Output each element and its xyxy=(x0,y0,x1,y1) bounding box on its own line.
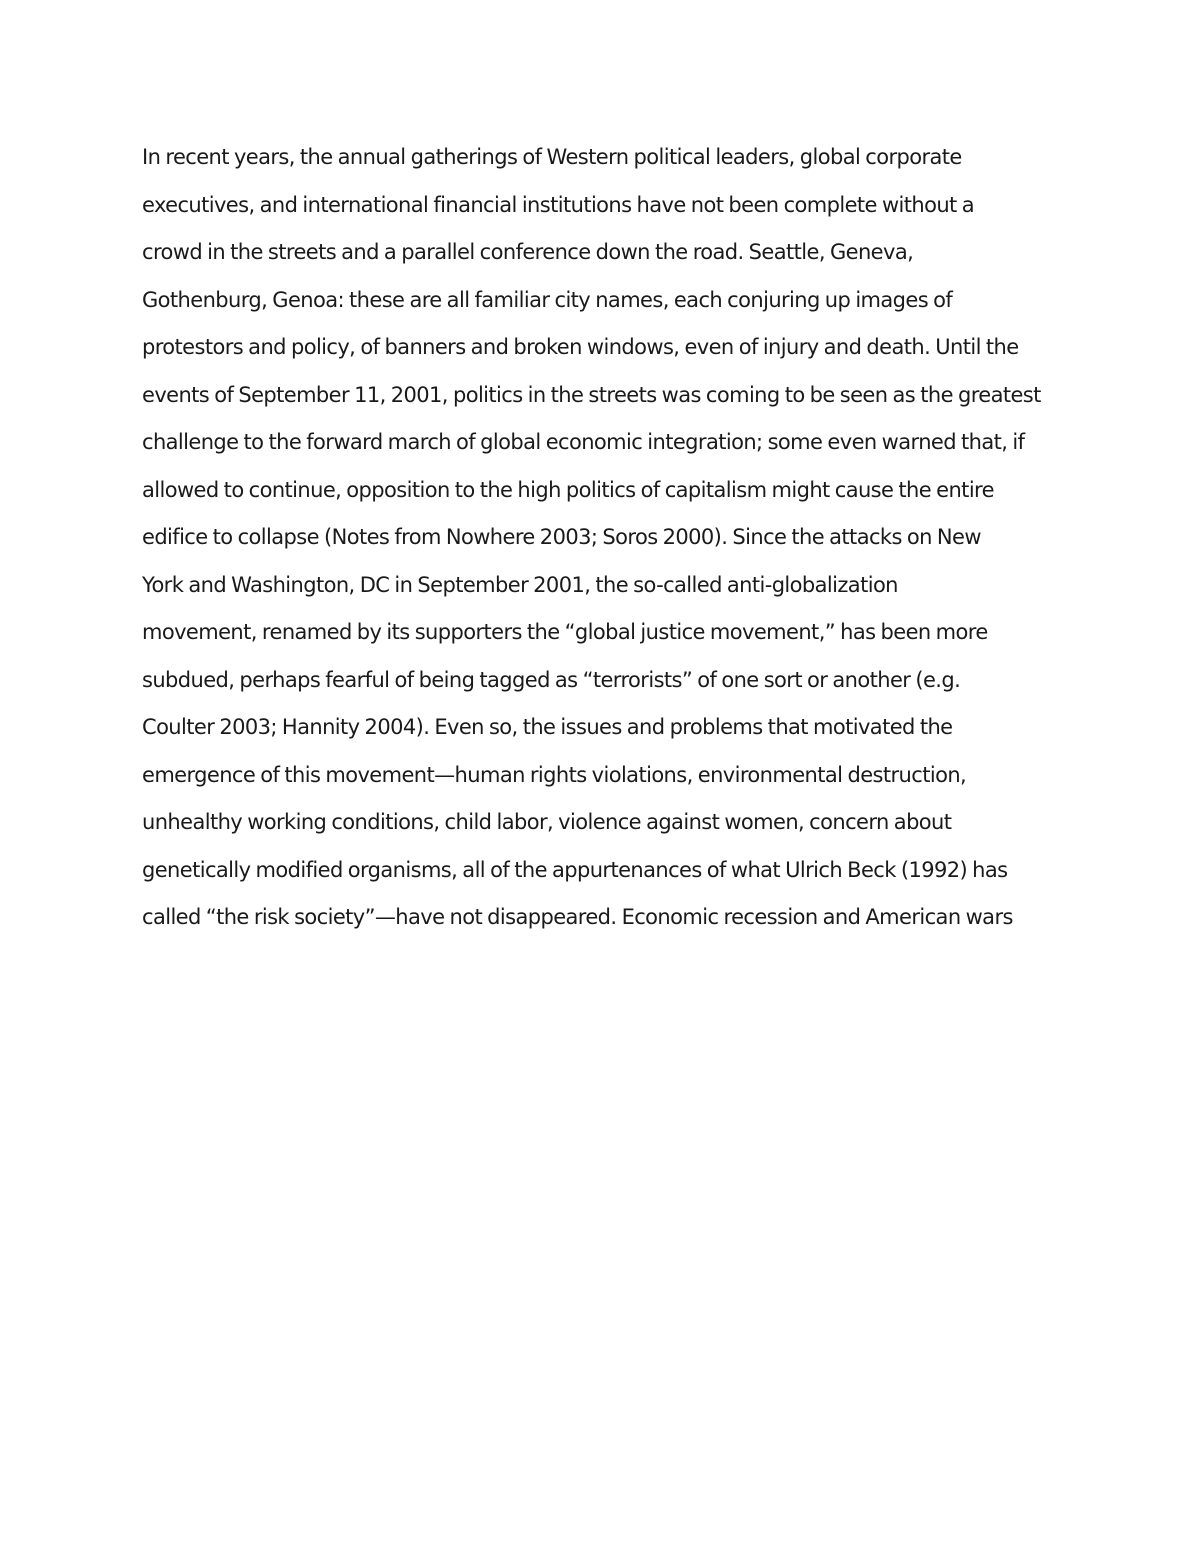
paragraph-line: Coulter 2003; Hannity 2004). Even so, the issues and problems that motivated the xyxy=(142,715,953,739)
paragraph-line: genetically modified organisms, all of the appurtenances of what Ulrich Beck (1992) has xyxy=(142,857,1008,882)
paragraph-line: crowd in the streets and a parallel conference down the road. Seattle, Geneva, xyxy=(142,240,914,264)
paragraph-line: called “the risk society”—have not disappeared. Economic recession and American wars xyxy=(142,905,1013,929)
paragraph-line: movement, renamed by its supporters the “global justice movement,” has been more xyxy=(142,620,988,644)
body-text xyxy=(142,142,1072,950)
paragraph-line: edifice to collapse (Notes from Nowhere 2003; Soros 2000). Since the attacks on New xyxy=(142,525,981,549)
paragraph-line: subdued, perhaps fearful of being tagged as “terrorists” of one sort or another (e.g. xyxy=(142,667,961,692)
paragraph-line: unhealthy working conditions, child labor, violence against women, concern about xyxy=(142,810,952,834)
paragraph-line: emergence of this movement—human rights violations, environmental destruction, xyxy=(142,762,967,787)
paragraph-line: York and Washington, DC in September 2001, the so-called anti-globalization xyxy=(142,572,898,597)
paragraph-line: events of September 11, 2001, politics in the streets was coming to be seen as the greatest xyxy=(142,382,1041,407)
paragraph-line: executives, and international financial institutions have not been complete without a xyxy=(142,192,975,217)
paragraph-line: challenge to the forward march of global economic integration; some even warned that, if xyxy=(142,430,1025,454)
paragraph-line: allowed to continue, opposition to the high politics of capitalism might cause the entire xyxy=(142,477,994,502)
paragraph-line: Gothenburg, Genoa: these are all familiar city names, each conjuring up images of xyxy=(142,287,953,312)
paragraph-line: In recent years, the annual gatherings of Western political leaders, global corporate xyxy=(142,145,962,169)
paragraph-line: protestors and policy, of banners and broken windows, even of injury and death. Until the xyxy=(142,335,1019,359)
